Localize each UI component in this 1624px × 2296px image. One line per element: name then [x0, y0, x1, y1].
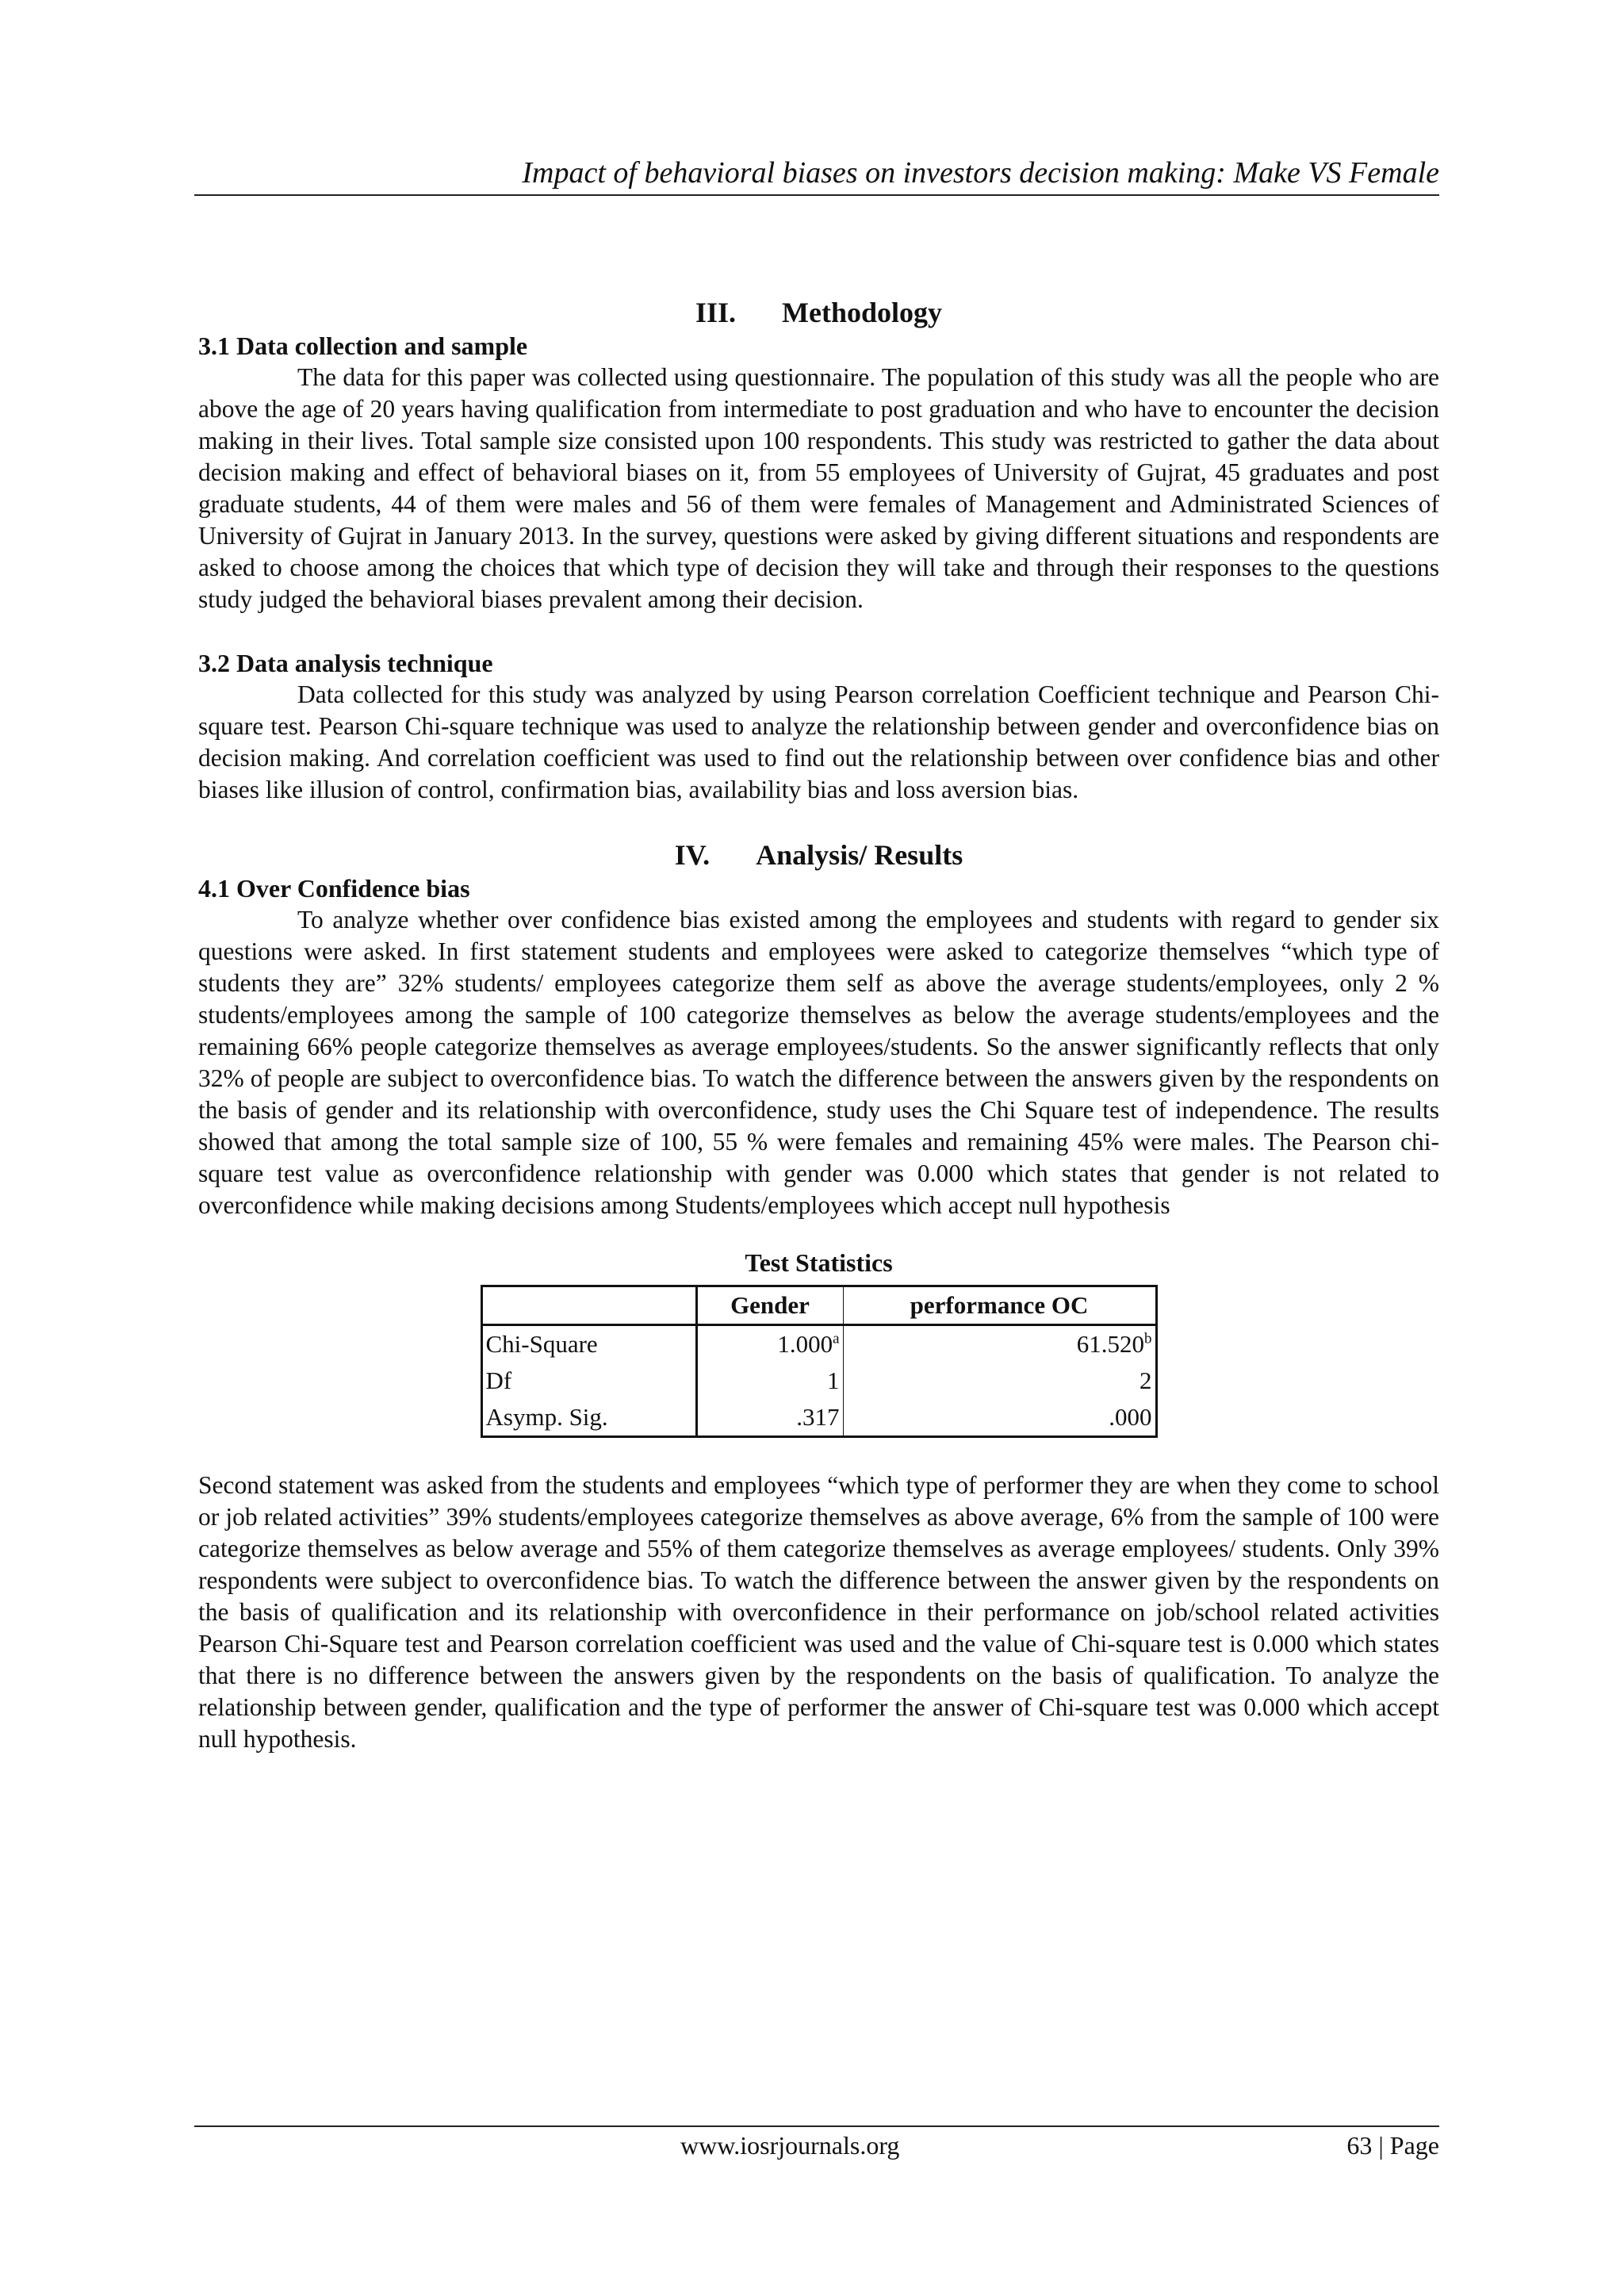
section-number: III.	[695, 297, 737, 328]
paragraph-data-collection: The data for this paper was collected using questionnaire. The population of this study was all the people who are above the age of 20 years having qualification from intermediate to post graduation and who have to encounter the decision making in their lives. Total sample size consisted upon 100 respondents. This study was restricted to gather the data about decision making and effect of behavioral biases on it, from 55 employees of University of Gujrat, 45 graduates and post graduate students, 44 of them were males and 56 of them were females of Management and Administrated Sciences of University of Gujrat in January 2013. In the survey, questions were asked by giving different situations and respondents are asked to choose among the choices that which type of decision they will take and through their responses to the questions study judged the behavioral biases prevalent among their decision.	[198, 363, 1439, 613]
section-heading-methodology	[198, 295, 1439, 330]
column-header-gender: Gender	[696, 1286, 843, 1325]
table-row	[481, 1363, 1156, 1399]
footer-page-number: 63 | Page	[1346, 2131, 1439, 2160]
section-number: IV.	[674, 839, 710, 871]
subsection-title-overconfidence: 4.1 Over Confidence bias	[198, 874, 470, 903]
test-statistics-table	[481, 1285, 1158, 1438]
cell-gender: .317	[696, 1399, 843, 1437]
spacer	[198, 615, 1439, 647]
section-title: Methodology	[782, 297, 943, 328]
cell-performance: .000	[1109, 1403, 1152, 1431]
table-row	[481, 1325, 1156, 1363]
paragraph-data-analysis: Data collected for this study was analyzed by using Pearson correlation Coefficient technique and Pearson Chi-square test. Pearson Chi-square technique was used to analyze the relationship between gender and overconfidence bias on decision making. And correlation coefficient was used to find out the relationship between over confidence bias and other biases like illusion of control, confirmation bias, availability bias and loss aversion bias.	[198, 680, 1439, 803]
row-label: Asymp. Sig.	[481, 1399, 696, 1437]
table-title: Test Statistics	[745, 1248, 893, 1277]
paragraph-second-statement: Second statement was asked from the students and employees “which type of performer they are when they come to school or job related activities” 39% students/employees categorize themselves as above average, 6% from the sample of 100 were categorize themselves as below average and 55% of them categorize themselves as average employees/ students. Only 39% respondents were subject to overconfidence bias. To watch the difference between the answer given by the respondents on the basis of qualification and its relationship with overconfidence in their performance on job/school related activities Pearson Chi-Square test and Pearson correlation coefficient was used and the value of Chi-square test is 0.000 which states that there is no difference between the answers given by the respondents on the basis of qualification. To analyze the relationship between gender, qualification and the type of performer the answer of Chi-square test was 0.000 which accept null hypothesis.	[198, 1471, 1439, 1753]
cell-performance: 2	[1139, 1366, 1152, 1394]
paragraph-overconfidence: To analyze whether over confidence bias existed among the employees and students with regard to gender six questions were asked. In first statement students and employees were asked to categorize themselves “which type of students they are” 32% students/ employees categorize them self as above the average students/employees, only 2 % students/employees among the sample of 100 categorize themselves as below the average students/employees and the remaining 66% people categorize themselves as average employees/students. So the answer significantly reflects that only 32% of people are subject to overconfidence bias. To watch the difference between the answers given by the respondents on the basis of gender and its relationship with overconfidence, study uses the Chi Square test of independence. The results showed that among the total sample size of 100, 55 % were females and remaining 45% were males. The Pearson chi- square test value as overconfidence relationship with gender was 0.000 which states that gender is not related to overconfidence while making decisions among Students/employees which accept null hypothesis	[198, 906, 1439, 1219]
article-body	[198, 295, 1439, 1755]
section-title: Analysis/ Results	[756, 839, 963, 871]
section-heading-analysis	[198, 838, 1439, 872]
column-header	[481, 1286, 696, 1325]
row-label: Df	[481, 1363, 696, 1399]
cell-gender: 1.000$^a$	[696, 1325, 843, 1363]
row-label: Chi-Square	[481, 1325, 696, 1363]
subsection-title-data-collection: 3.1 Data collection and sample	[198, 332, 528, 360]
spacer	[198, 806, 1439, 838]
spacer	[198, 1438, 1439, 1470]
header-rule	[194, 194, 1439, 196]
cell-performance: 61.520$^b$	[1076, 1330, 1152, 1358]
table-header-row	[481, 1286, 1156, 1325]
footer-journal-url: www.iosrjournals.org	[680, 2131, 900, 2160]
footer-rule	[194, 2125, 1439, 2127]
cell-gender: 1	[696, 1363, 843, 1399]
table-row	[481, 1399, 1156, 1437]
subsection-title-data-analysis: 3.2 Data analysis technique	[198, 649, 493, 677]
running-header: Impact of behavioral biases on investors decision making: Make VS Female	[522, 156, 1439, 190]
column-header-performance: performance OC	[843, 1286, 1156, 1325]
